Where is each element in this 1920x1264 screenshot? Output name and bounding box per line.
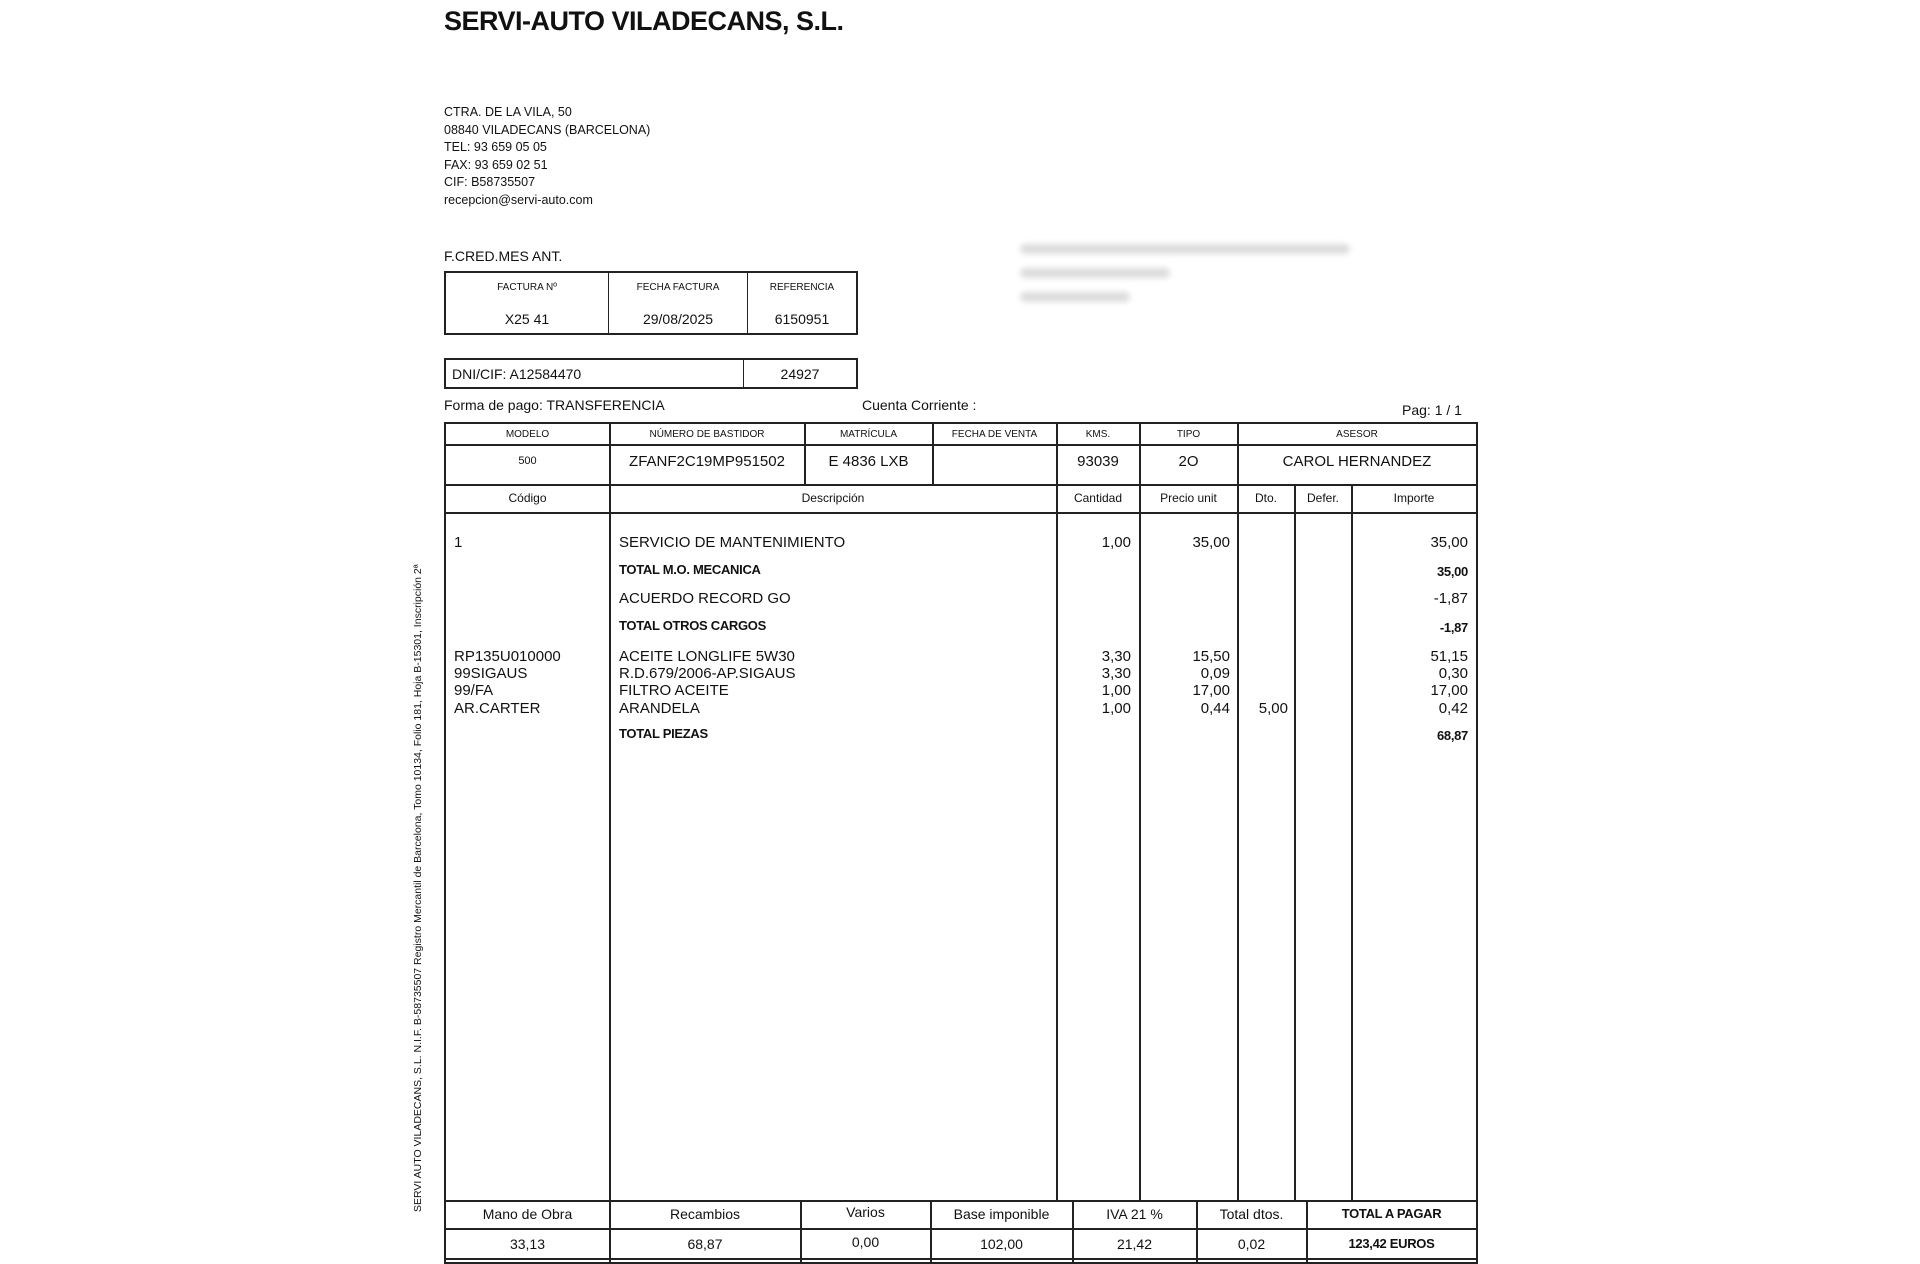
base-imponible-label: Base imponible (953, 1206, 1050, 1222)
total-recambios-value: 68,87 (687, 1236, 723, 1252)
subtotal-importe: -1,87 (1439, 620, 1468, 635)
page-number: Pag: 1 / 1 (1402, 402, 1462, 418)
address-tel: TEL: 93 659 05 05 (444, 140, 547, 154)
line-precio: 0,44 (1200, 700, 1230, 717)
address-cif: CIF: B58735507 (444, 175, 536, 189)
line-precio: 35,00 (1192, 534, 1230, 551)
vehicle-asesor: CAROL HERNANDEZ (1282, 453, 1432, 470)
total-mano-obra-value: 33,13 (509, 1236, 546, 1252)
base-imponible-value: 102,00 (980, 1236, 1023, 1252)
col-dto: Dto. (1254, 491, 1277, 505)
col-precio: Precio unit (1160, 491, 1217, 505)
total-varios-label: Varios (846, 1204, 885, 1220)
vehicle-tipo: 2O (1178, 453, 1199, 470)
line-desc: ACEITE LONGLIFE 5W30 (619, 648, 795, 665)
registry-vertical-text: SERVI AUTO VILADECANS, S.L. N.I.F. B-58735507 Registro Mercantil de Barcelona, Tomo 10134, Folio 181, Hoja B-15301, Inscripción 2ª (412, 564, 424, 1212)
referencia-cell (748, 273, 856, 333)
vehicle-header-asesor: ASESOR (1336, 429, 1378, 440)
company-name: SERVI-AUTO VILADECANS, S.L. (444, 6, 844, 36)
line-codigo: 99SIGAUS (454, 665, 528, 682)
subtotal-label: TOTAL M.O. MECANICA (619, 562, 761, 577)
vehicle-header-matricula: MATRÍCULA (839, 429, 898, 440)
line-importe: 0,30 (1438, 665, 1468, 682)
fecha-value: 29/08/2025 (642, 311, 714, 327)
line-cantidad: 1,00 (1101, 682, 1131, 699)
line-cantidad: 3,30 (1101, 648, 1131, 665)
vehicle-header-tipo: TIPO (1176, 429, 1201, 440)
line-desc: R.D.679/2006-AP.SIGAUS (619, 665, 796, 682)
line-precio: 15,50 (1192, 648, 1230, 665)
vehicle-header-bastidor: NÚMERO DE BASTIDOR (649, 429, 765, 440)
total-dtos-label: Total dtos. (1219, 1206, 1284, 1222)
address-email: recepcion@servi-auto.com (444, 192, 593, 207)
col-descripcion: Descripción (801, 491, 865, 505)
payment-method: Forma de pago: TRANSFERENCIA (444, 397, 665, 413)
vehicle-header-kms: KMS. (1085, 429, 1111, 440)
company-address (444, 104, 650, 209)
total-a-pagar-value: 123,42 EUROS (1348, 1236, 1435, 1251)
dni-box (444, 358, 858, 389)
cuenta-corriente: Cuenta Corriente : (862, 397, 977, 413)
line-dto: 5,00 (1258, 700, 1288, 717)
line-desc: SERVICIO DE MANTENIMIENTO (619, 534, 846, 551)
subtotal-label: TOTAL PIEZAS (619, 726, 708, 741)
line-desc: ACUERDO RECORD GO (619, 590, 791, 607)
subtotal-importe: 68,87 (1436, 728, 1468, 743)
factura-label: FACTURA Nº (497, 282, 557, 293)
line-importe: 17,00 (1430, 682, 1468, 699)
fcred-label: F.CRED.MES ANT. (444, 248, 563, 264)
line-cantidad: 3,30 (1101, 665, 1131, 682)
invoice-table (444, 422, 1478, 1264)
line-importe: -1,87 (1433, 590, 1468, 607)
line-codigo: AR.CARTER (454, 700, 541, 717)
total-mano-obra-label: Mano de Obra (482, 1206, 573, 1222)
line-precio: 0,09 (1200, 665, 1230, 682)
referencia-value: 6150951 (774, 311, 830, 327)
vehicle-header-fecha-venta: FECHA DE VENTA (951, 429, 1038, 440)
line-codigo: 1 (454, 534, 463, 551)
total-recambios-label: Recambios (669, 1206, 741, 1222)
line-importe: 51,15 (1430, 648, 1468, 665)
line-codigo: RP135U010000 (454, 648, 561, 665)
factura-cell (446, 273, 609, 333)
total-varios-value: 0,00 (851, 1234, 880, 1250)
fecha-label: FECHA FACTURA (636, 282, 720, 293)
address-fax: FAX: 93 659 02 51 (444, 157, 548, 172)
col-importe: Importe (1393, 491, 1435, 505)
fecha-cell (609, 273, 748, 333)
invoice-header-box (444, 271, 858, 335)
line-cantidad: 1,00 (1101, 534, 1131, 551)
dni-label: DNI/CIF: A12584470 (446, 360, 744, 387)
line-importe: 35,00 (1430, 534, 1468, 551)
line-codigo: 99/FA (454, 682, 494, 699)
vehicle-kms: 93039 (1077, 453, 1119, 470)
address-street: CTRA. DE LA VILA, 50 (444, 105, 572, 119)
factura-value: X25 41 (504, 311, 550, 327)
col-cantidad: Cantidad (1073, 491, 1123, 505)
vehicle-bastidor: ZFANF2C19MP951502 (629, 453, 785, 470)
iva-value: 21,42 (1116, 1236, 1153, 1252)
line-cantidad: 1,00 (1101, 700, 1131, 717)
line-importe: 0,42 (1438, 700, 1468, 717)
redacted-customer-block (1020, 244, 1360, 334)
address-city: 08840 VILADECANS (BARCELONA) (444, 122, 651, 137)
iva-label: IVA 21 % (1106, 1206, 1163, 1222)
referencia-label: REFERENCIA (769, 282, 835, 293)
line-precio: 17,00 (1192, 682, 1230, 699)
line-desc: FILTRO ACEITE (619, 682, 729, 699)
subtotal-importe: 35,00 (1436, 564, 1468, 579)
vehicle-header-modelo: MODELO (505, 429, 550, 440)
col-defer: Defer. (1306, 491, 1339, 505)
col-codigo: Código (508, 491, 547, 505)
line-desc: ARANDELA (619, 700, 700, 717)
total-dtos-value: 0,02 (1237, 1236, 1266, 1252)
dni-value: 24927 (780, 365, 820, 382)
subtotal-label: TOTAL OTROS CARGOS (619, 618, 766, 633)
vehicle-matricula: E 4836 LXB (828, 453, 909, 470)
total-a-pagar-label: TOTAL A PAGAR (1341, 1206, 1442, 1221)
vehicle-modelo: 500 (518, 455, 537, 467)
